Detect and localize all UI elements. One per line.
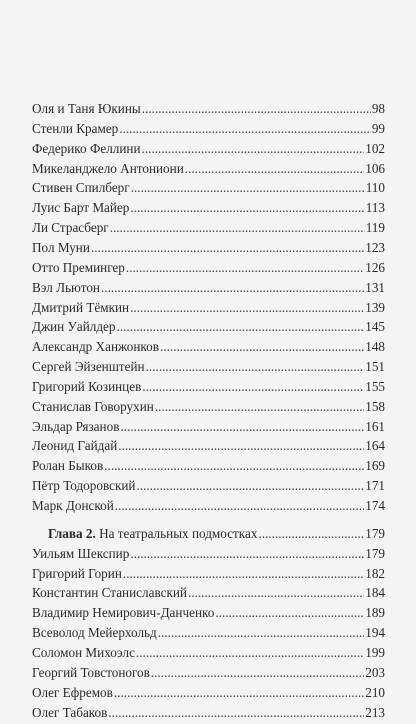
toc-row [0, 158, 416, 180]
toc-entry [32, 98, 385, 120]
dot-leader [91, 237, 364, 259]
entry-title: Олег Табаков [32, 704, 108, 720]
dot-leader [131, 177, 365, 199]
toc-row [0, 435, 416, 457]
toc-entry [32, 277, 385, 299]
page-number: 113 [365, 200, 385, 216]
toc-entry [32, 336, 385, 358]
toc-entry [32, 197, 385, 219]
entry-title: Марк Донской [32, 498, 114, 513]
toc-entry [32, 297, 385, 319]
entry-title: Уильям Шекспир [32, 545, 130, 561]
page-number: 106 [365, 160, 385, 176]
entry-title: Леонид Гайдай [32, 438, 118, 454]
entry-title: Александр Ханжонков [32, 339, 159, 355]
entry-title: Эльдар Рязанов [32, 418, 120, 434]
toc-entry [32, 455, 385, 477]
toc-entry [32, 563, 385, 585]
page-number: 169 [365, 458, 385, 474]
page-number: 123 [365, 239, 385, 255]
entry-title: Оля и Таня Юкины [32, 101, 141, 116]
toc-entry [32, 682, 385, 704]
page-number: 203 [365, 664, 385, 680]
chapter-label: Глава 2. [48, 525, 96, 541]
toc-row [0, 336, 416, 358]
toc-row [0, 602, 416, 624]
page-number: 210 [365, 684, 385, 700]
entry-title: Пётр Тодоровский [32, 478, 136, 494]
toc-row [0, 475, 416, 497]
toc-entry [32, 582, 385, 604]
toc-entry [32, 257, 385, 279]
toc-entry [32, 396, 385, 418]
toc-entry [32, 217, 385, 239]
toc-row [0, 642, 416, 664]
dot-leader [142, 376, 364, 398]
toc-entry [32, 662, 385, 684]
dot-leader [146, 356, 365, 378]
toc-entry [32, 702, 385, 724]
toc-entry [32, 376, 385, 398]
dot-leader [123, 563, 364, 585]
toc-row [0, 177, 416, 199]
page-number: 126 [365, 259, 385, 275]
toc-entry [32, 642, 385, 664]
dot-leader [142, 138, 365, 160]
toc-entry [32, 622, 385, 644]
toc-row [0, 682, 416, 704]
page-number: 119 [365, 220, 385, 236]
toc-row [0, 543, 416, 565]
chapter-title-group [48, 523, 257, 545]
page-number: 145 [365, 319, 385, 335]
toc-row [0, 118, 416, 140]
chapter-row [0, 523, 416, 545]
entry-title: Владимир Немирович-Данченко [32, 605, 215, 621]
toc-entry [32, 416, 385, 438]
dot-leader [104, 455, 364, 477]
entry-title: Федерико Феллини [32, 140, 141, 156]
page-number: 98 [371, 101, 385, 116]
entry-title: Вэл Льютон [32, 279, 100, 295]
page-number: 213 [365, 704, 385, 720]
page-number: 184 [365, 585, 385, 601]
toc-entry [32, 177, 385, 199]
toc-entry [32, 602, 385, 624]
dot-leader [101, 277, 364, 299]
dot-leader [258, 523, 364, 545]
toc-row [0, 416, 416, 438]
toc-row [0, 662, 416, 684]
entry-title: Ролан Быков [32, 458, 104, 474]
page-number: 102 [365, 140, 385, 156]
entry-title: Сергей Эйзенштейн [32, 359, 145, 375]
page-number: 179 [365, 545, 385, 561]
dot-leader [117, 316, 365, 338]
dot-leader [110, 217, 365, 239]
toc-row [0, 316, 416, 338]
toc-row [0, 396, 416, 418]
page-number: 148 [365, 339, 385, 355]
dot-leader [130, 197, 364, 219]
chapter-title: На театральных подмостках [99, 525, 258, 541]
entry-title: Пол Муни [32, 239, 90, 255]
page-number: 182 [365, 565, 385, 581]
toc-row [0, 217, 416, 239]
dot-leader [130, 543, 364, 565]
dot-leader [115, 495, 364, 517]
dot-leader [126, 257, 364, 279]
page-number: 131 [365, 279, 385, 295]
dot-leader [158, 622, 364, 644]
page-number: 171 [365, 478, 385, 494]
dot-leader [108, 702, 364, 724]
page-number: 151 [365, 359, 385, 375]
page-number: 179 [365, 525, 385, 541]
toc-entry [32, 158, 385, 180]
toc-entry [32, 237, 385, 259]
toc-row [0, 356, 416, 378]
page-number: 155 [365, 378, 385, 394]
entry-title: Луис Барт Майер [32, 200, 130, 216]
toc-row [0, 702, 416, 724]
toc-row [0, 297, 416, 319]
entry-title: Отто Премингер [32, 259, 125, 275]
entry-title: Константин Станиславский [32, 585, 187, 601]
toc-entry [32, 316, 385, 338]
toc-entry [32, 543, 385, 565]
page-number: 139 [365, 299, 385, 315]
entry-title: Григорий Горин [32, 565, 122, 581]
toc-row [0, 622, 416, 644]
dot-leader [136, 475, 364, 497]
entry-title: Станислав Говорухин [32, 398, 154, 414]
toc-row [0, 257, 416, 279]
dot-leader [188, 582, 364, 604]
dot-leader [185, 158, 364, 180]
toc-entry [32, 356, 385, 378]
page-number: 194 [365, 625, 385, 641]
toc-row [0, 237, 416, 259]
entry-title: Микеланджело Антониони [32, 160, 184, 176]
entry-title: Георгий Товстоногов [32, 664, 150, 680]
toc-entry [32, 138, 385, 160]
dot-leader [155, 396, 364, 418]
page-number: 174 [365, 498, 385, 513]
dot-leader [119, 118, 371, 140]
toc-entry [32, 475, 385, 497]
page-number: 161 [365, 418, 385, 434]
page-number: 164 [365, 438, 385, 454]
dot-leader [142, 98, 371, 120]
toc-row [0, 277, 416, 299]
toc-row [0, 98, 416, 120]
dot-leader [130, 297, 364, 319]
toc-row [0, 495, 416, 517]
entry-title: Стивен Спилберг [32, 180, 130, 196]
entry-title: Всеволод Мейерхольд [32, 625, 157, 641]
toc-row [0, 138, 416, 160]
toc-row [0, 376, 416, 398]
entry-title: Дмитрий Тёмкин [32, 299, 130, 315]
entry-title: Олег Ефремов [32, 684, 113, 700]
page-number: 158 [365, 398, 385, 414]
page-number: 189 [365, 605, 385, 621]
toc-entry [32, 495, 385, 517]
dot-leader [136, 642, 364, 664]
entry-title: Соломон Михоэлс [32, 644, 135, 660]
toc-row [0, 582, 416, 604]
dot-leader [118, 435, 364, 457]
entry-title: Джин Уайлдер [32, 319, 116, 335]
toc-entry [32, 435, 385, 457]
toc-entry [32, 118, 385, 140]
chapter-entry [48, 523, 385, 545]
entry-title: Стенли Крамер [32, 120, 119, 136]
dot-leader [120, 416, 364, 438]
entry-title: Григорий Козинцев [32, 378, 142, 394]
dot-leader [151, 662, 364, 684]
dot-leader [160, 336, 364, 358]
entry-title: Ли Страсберг [32, 220, 109, 236]
page-number: 110 [365, 180, 385, 196]
toc-row [0, 455, 416, 477]
toc-row [0, 563, 416, 585]
dot-leader [114, 682, 364, 704]
toc-row [0, 197, 416, 219]
page-number: 99 [371, 120, 385, 136]
dot-leader [215, 602, 364, 624]
page-number: 199 [365, 644, 385, 660]
